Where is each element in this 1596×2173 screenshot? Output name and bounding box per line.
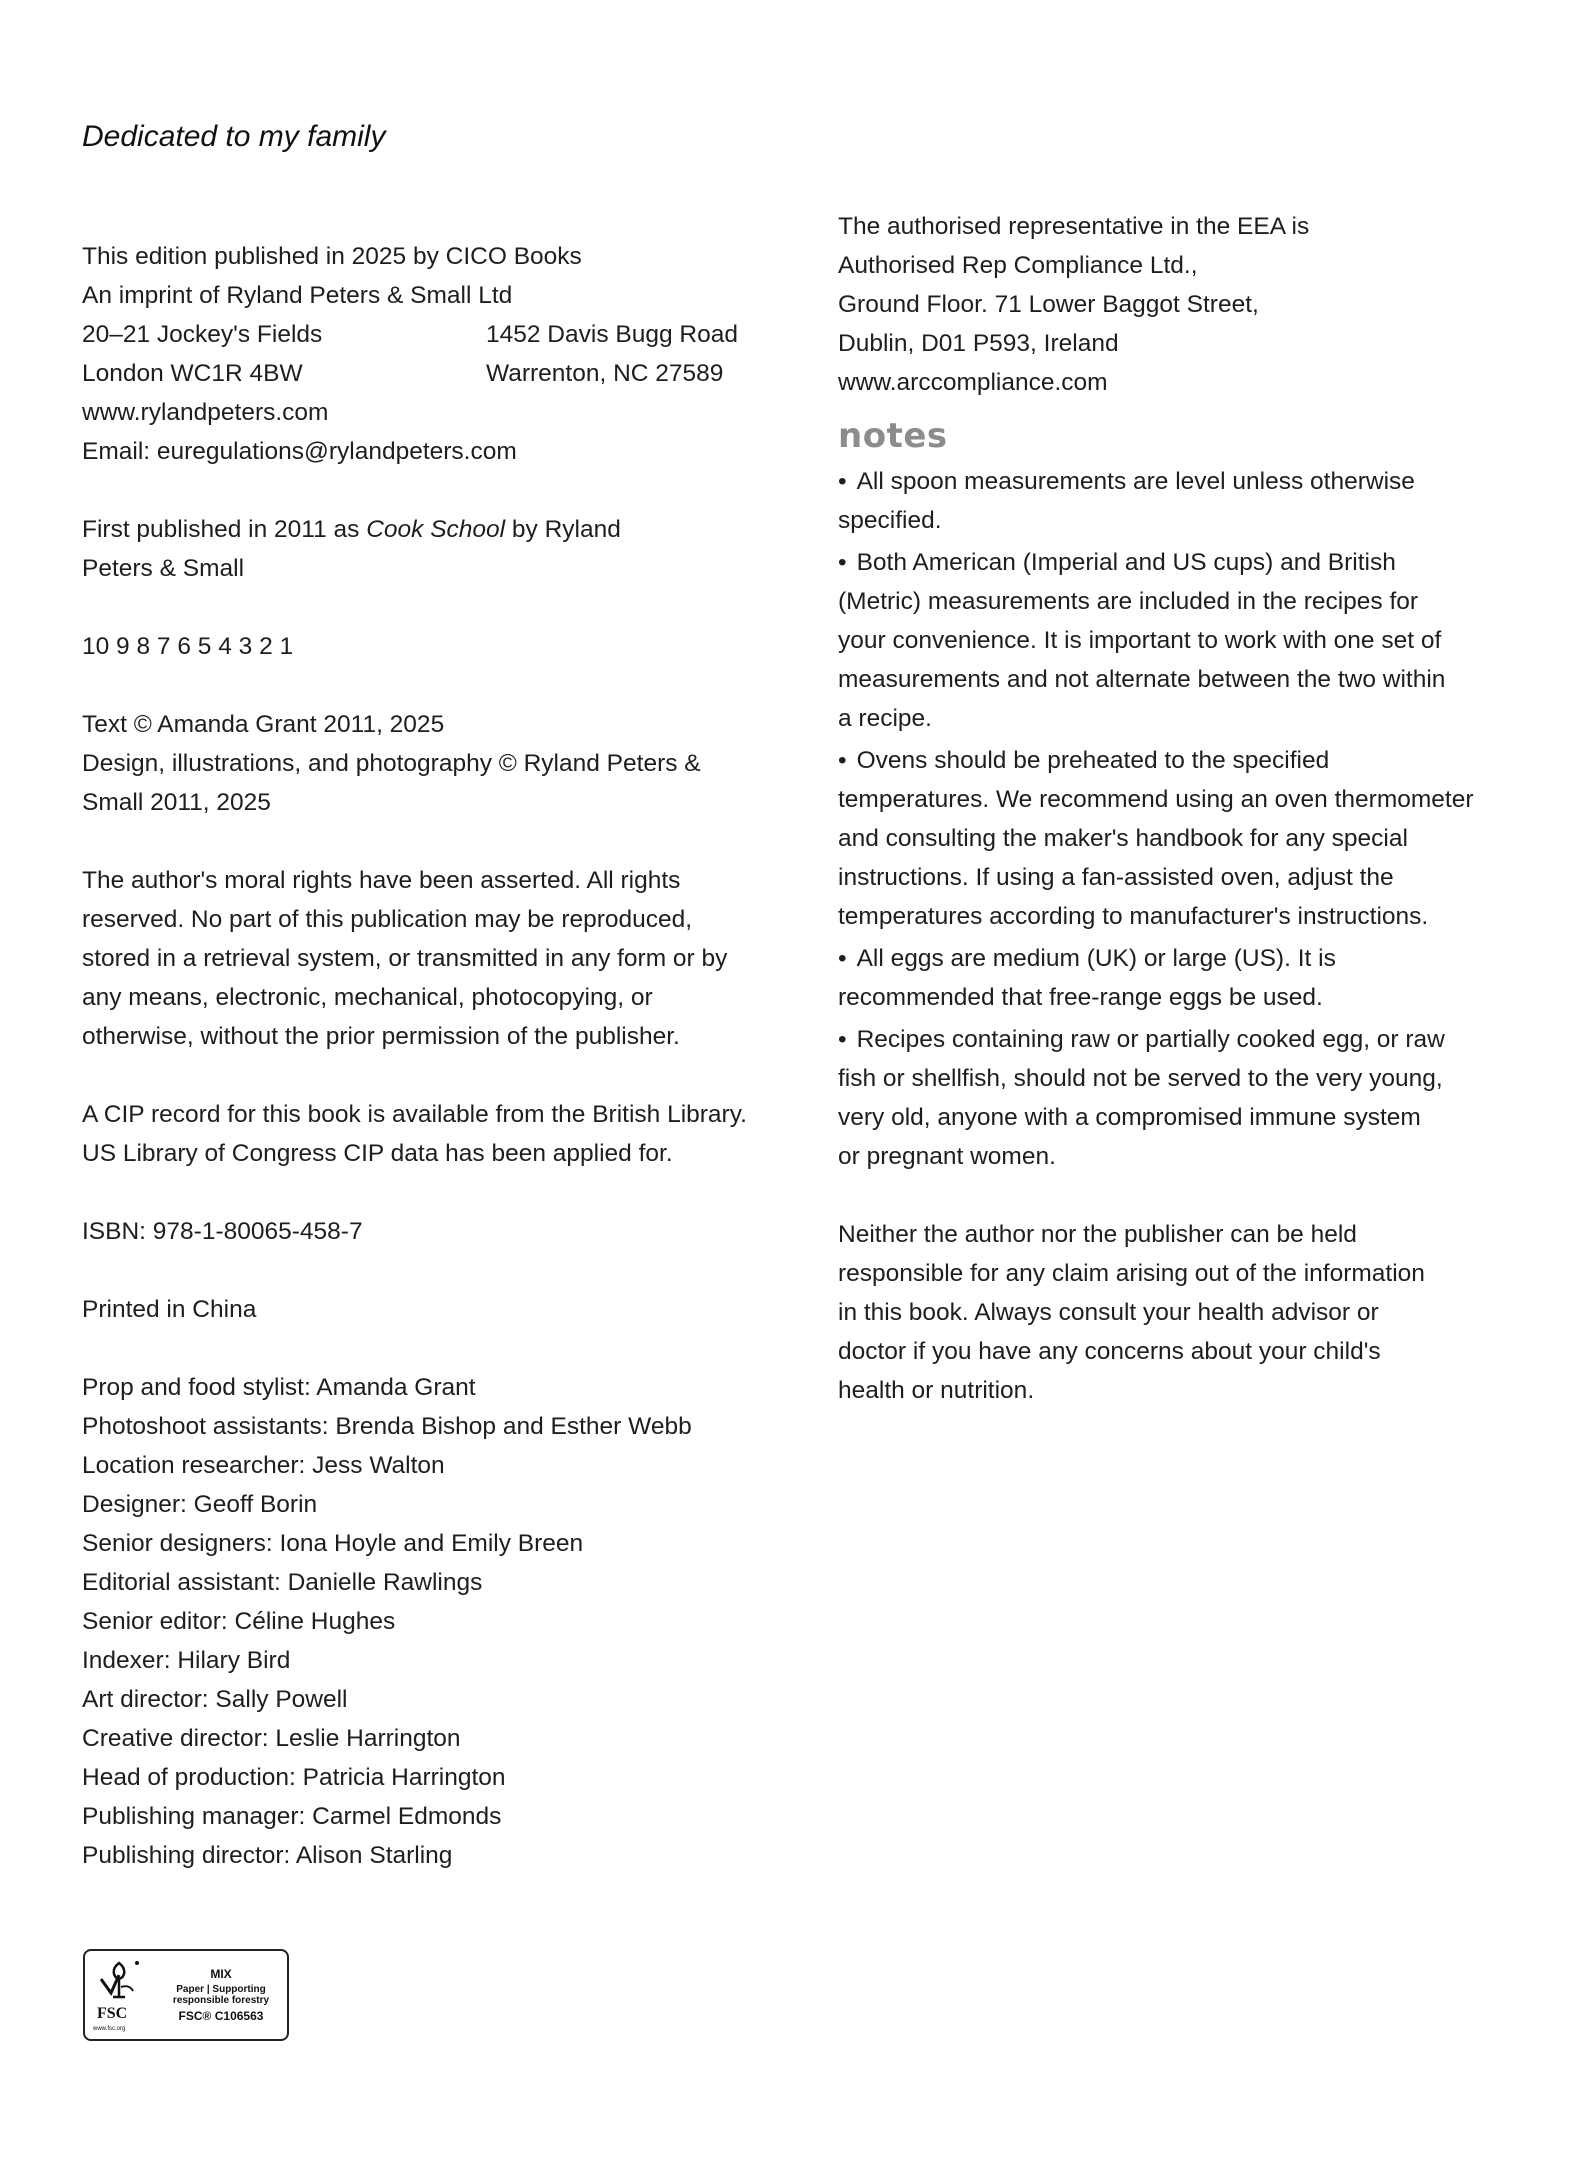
print-line: 10 9 8 7 6 5 4 3 2 1 [82,633,294,660]
copyright-design-line-1: Design, illustrations, and photography © Ryland Peters & [82,750,701,777]
fsc-desc-line-2: responsible forestry [172,1995,270,2006]
disclaimer-line: doctor if you have any concerns about your child's [838,1338,1381,1365]
original-title: Cook School [366,516,506,543]
note-line: All spoon measurements are level unless otherwise [856,468,1415,495]
bullet-icon: • [838,549,847,576]
note-line: fish or shellfish, should not be served to the very young, [838,1065,1443,1092]
fsc-desc-line-1: Paper | Supporting [176,1984,266,1995]
first-published-suffix: by Ryland [505,516,621,543]
fsc-logo-url: www.fsc.org [93,2026,126,2032]
credit-line: Indexer: Hilary Bird [82,1647,291,1674]
address-row-1 [82,315,802,354]
note-line: and consulting the maker's handbook for any special [838,825,1408,852]
note-line: recommended that free-range eggs be used. [838,984,1323,1011]
disclaimer-line: health or nutrition. [838,1377,1035,1404]
us-address-2: Warrenton, NC 27589 [486,360,724,387]
note-line: specified. [838,507,942,534]
note-line: instructions. If using a fan-assisted oven, adjust the [838,864,1394,891]
credit-line: Art director: Sally Powell [82,1686,348,1713]
rights-block [82,861,802,1056]
fsc-logo-text: FSC [97,2005,128,2022]
note-line: Ovens should be preheated to the specified [856,747,1330,774]
right-column [838,207,1558,1410]
isbn: ISBN: 978-1-80065-458-7 [82,1218,363,1245]
credit-line: Designer: Geoff Borin [82,1491,318,1518]
note-item [838,543,1558,738]
publisher-line-1: This edition published in 2025 by CICO Books [82,243,582,270]
first-published-prefix: First published in 2011 as [82,516,367,543]
uk-address-2: London WC1R 4BW [82,360,303,387]
note-line: (Metric) measurements are included in the recipes for [838,588,1419,615]
cip-line: US Library of Congress CIP data has been applied for. [82,1140,673,1167]
rights-line: reserved. No part of this publication may be reproduced, [82,906,693,933]
credits-block [82,1368,802,1875]
notes-heading: notes [838,416,948,456]
note-line: very old, anyone with a compromised immune system [838,1104,1421,1131]
note-item [838,741,1558,936]
credit-line: Head of production: Patricia Harrington [82,1764,506,1791]
note-line: a recipe. [838,705,932,732]
fsc-code: FSC® C106563 [178,2009,264,2023]
fsc-mix: MIX [210,1967,232,1981]
uk-address-1: 20–21 Jockey's Fields [82,321,323,348]
credit-line: Senior editor: Céline Hughes [82,1608,396,1635]
cip-line: A CIP record for this book is available from the British Library. [82,1101,747,1128]
publisher-block [82,237,802,471]
credit-line: Senior designers: Iona Hoyle and Emily Breen [82,1530,584,1557]
note-line: temperatures according to manufacturer's instructions. [838,903,1429,930]
note-line: All eggs are medium (UK) or large (US). It is [856,945,1336,972]
publisher-line-2: An imprint of Ryland Peters & Small Ltd [82,282,513,309]
dedication: Dedicated to my family [82,120,386,153]
first-published-block [82,510,802,588]
eea-line: www.arccompliance.com [838,369,1108,396]
left-column [82,237,802,1914]
eea-line: The authorised representative in the EEA is [838,213,1310,240]
disclaimer-line: responsible for any claim arising out of the information [838,1260,1425,1287]
credit-line: Creative director: Leslie Harrington [82,1725,461,1752]
fsc-description [173,1984,269,2006]
copyright-block [82,705,802,822]
note-line: Recipes containing raw or partially cooked egg, or raw [856,1026,1445,1053]
note-line: or pregnant women. [838,1143,1056,1170]
bullet-icon: • [838,468,847,495]
note-line: measurements and not alternate between the two within [838,666,1446,693]
bullet-icon: • [838,1026,847,1053]
address-row-2 [82,354,802,393]
us-address-1: 1452 Davis Bugg Road [486,321,738,348]
printed-in: Printed in China [82,1296,257,1323]
disclaimer-block [838,1215,1558,1410]
eea-line: Dublin, D01 P593, Ireland [838,330,1119,357]
credit-line: Location researcher: Jess Walton [82,1452,445,1479]
rights-line: The author's moral rights have been asserted. All rights [82,867,681,894]
credit-line: Photoshoot assistants: Brenda Bishop and Esther Webb [82,1413,692,1440]
note-line: Both American (Imperial and US cups) and British [856,549,1396,576]
credit-line: Prop and food stylist: Amanda Grant [82,1374,476,1401]
publisher-email: Email: euregulations@rylandpeters.com [82,438,517,465]
first-published-line-1 [82,510,802,549]
copyright-design-line-2: Small 2011, 2025 [82,789,271,816]
disclaimer-line: in this book. Always consult your health advisor or [838,1299,1379,1326]
fsc-tree-logo [85,1951,155,2039]
note-line: your convenience. It is important to work with one set of [838,627,1442,654]
disclaimer-line: Neither the author nor the publisher can be held [838,1221,1357,1248]
first-published-line-2: Peters & Small [82,555,245,582]
rights-line: otherwise, without the prior permission of the publisher. [82,1023,680,1050]
note-item [838,462,1558,540]
note-line: temperatures. We recommend using an oven thermometer [838,786,1474,813]
eea-line: Ground Floor. 71 Lower Baggot Street, [838,291,1259,318]
rights-line: stored in a retrieval system, or transmitted in any form or by [82,945,728,972]
bullet-icon: • [838,945,847,972]
publisher-website: www.rylandpeters.com [82,399,329,426]
rights-line: any means, electronic, mechanical, photocopying, or [82,984,653,1011]
copyright-text-line: Text © Amanda Grant 2011, 2025 [82,711,445,738]
fsc-tree-icon [91,1957,147,2005]
note-item [838,1020,1558,1176]
eea-block [838,207,1558,402]
fsc-certification-logo [83,1949,289,2041]
note-item [838,939,1558,1017]
credit-line: Publishing director: Alison Starling [82,1842,453,1869]
eea-line: Authorised Rep Compliance Ltd., [838,252,1198,279]
fsc-text [155,1951,287,2039]
cip-block [82,1095,802,1173]
notes-list [838,462,1558,1176]
credit-line: Publishing manager: Carmel Edmonds [82,1803,502,1830]
credit-line: Editorial assistant: Danielle Rawlings [82,1569,483,1596]
bullet-icon: • [838,747,847,774]
